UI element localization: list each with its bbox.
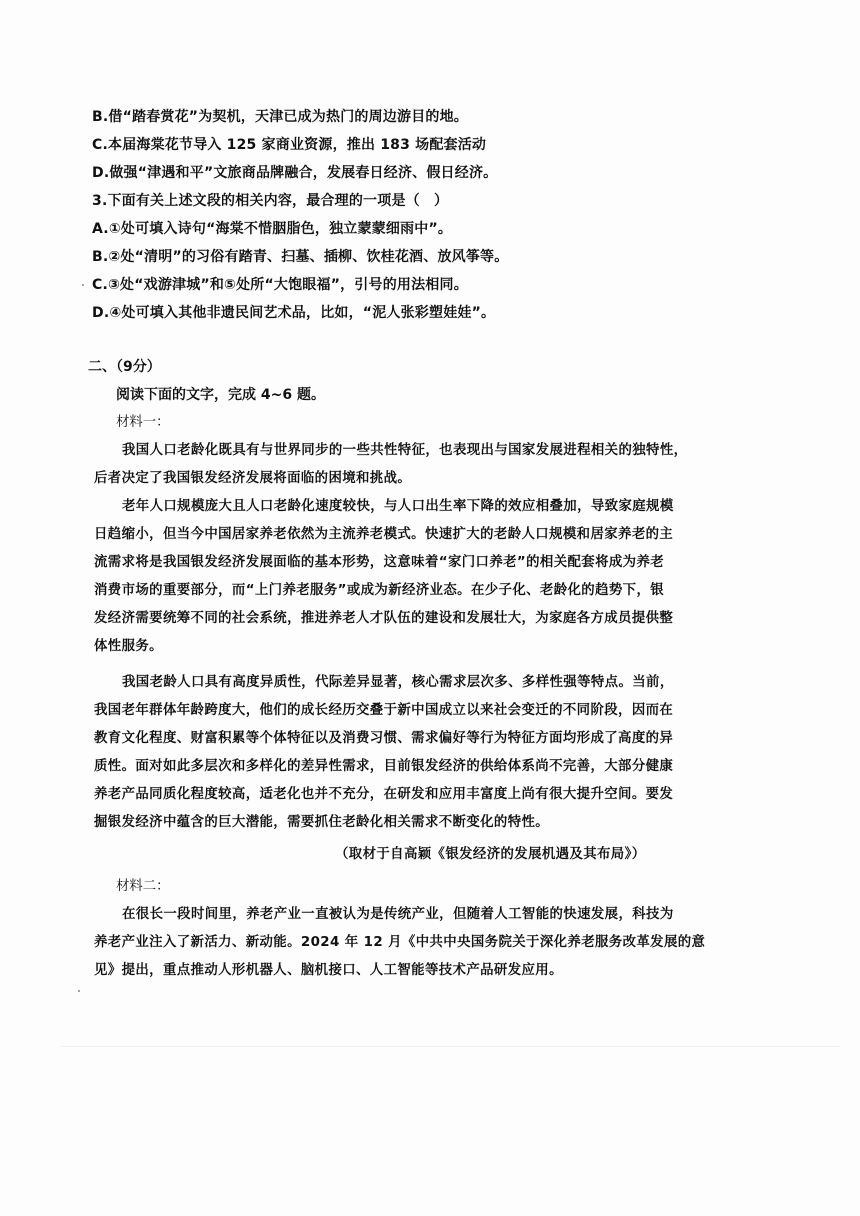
material1-source: （取材于自高颖《银发经济的发展机遇及其布局》）	[335, 847, 646, 862]
m1-line: 体性服务。	[94, 639, 163, 654]
m2-line: 见》提出，重点推动人形机器人、脑机接口、人工智能等技术产品研发应用。	[94, 963, 563, 978]
m1-line: 我国老龄人口具有高度异质性，代际差异显著，核心需求层次多、多样性强等特点。当前，	[122, 675, 674, 690]
m1-line: 我国老年群体年龄跨度大，他们的成长经历交叠于新中国成立以来社会变迁的不同阶段，因而在	[94, 703, 674, 718]
m1-line: 发经济需要统筹不同的社会系统，推进养老人才队伍的建设和发展壮大，为家庭各方成员提供整	[94, 611, 674, 626]
m1-line: 养老产品同质化程度较高，适老化也并不充分，在研发和应用丰富度上尚有很大提升空间。要发	[94, 787, 674, 802]
m1-line: 教育文化程度、财富积累等个体特征以及消费习惯、需求偏好等行为特征方面均形成了高度的异	[94, 731, 674, 746]
m1-line: 我国人口老龄化既具有与世界同步的一些共性特征，也表现出与国家发展进程相关的独特性，	[122, 443, 688, 458]
q2-option-d: D.做强“津遇和平”文旅商品牌融合，发展春日经济、假日经济。	[92, 165, 498, 181]
m1-line: 流需求将是我国银发经济发展面临的基本形势，这意味着“家门口养老”的相关配套将成为养老	[94, 555, 665, 570]
m2-line: 养老产业注入了新活力、新动能。2024 年 12 月《中共中央国务院关于深化养老服务改革发展的意	[94, 935, 706, 950]
q3-option-b: B.②处“清明”的习俗有踏青、扫墓、插柳、饮桂花酒、放风筝等。	[92, 249, 509, 265]
m1-line: 掘银发经济中蕴含的巨大潜能，需要抓住老龄化相关需求不断变化的特性。	[94, 815, 550, 830]
scan-speck	[82, 284, 84, 286]
material1-label: 材料一：	[116, 415, 170, 430]
material2-label: 材料二：	[116, 879, 170, 894]
m2-line: 在很长一段时间里，养老产业一直被认为是传统产业，但随着人工智能的快速发展，科技为	[122, 907, 674, 922]
section-instruction: 阅读下面的文字，完成 4~6 题。	[116, 387, 325, 403]
q2-option-c: C.本届海棠花节导入 125 家商业资源，推出 183 场配套活动	[92, 137, 487, 153]
m1-line: 日趋缩小，但当今中国居家养老依然为主流养老模式。快速扩大的老龄人口规模和居家养老的主	[94, 527, 674, 542]
m1-line: 质性。面对如此多层次和多样化的差异性需求，目前银发经济的供给体系尚不完善，大部分健康	[94, 759, 674, 774]
q3-stem: 3.下面有关上述文段的相关内容，最合理的一项是（ ）	[92, 193, 449, 209]
m1-line: 后者决定了我国银发经济发展将面临的困境和挑战。	[94, 471, 412, 486]
q3-option-c: C.③处“戏游津城”和⑤处所“大饱眼福”，引号的用法相同。	[92, 277, 468, 293]
q3-option-d: D.④处可填入其他非遗民间艺术品，比如，“泥人张彩塑娃娃”。	[92, 305, 496, 321]
m1-line: 消费市场的重要部分，而“上门养老服务”或成为新经济业态。在少子化、老龄化的趋势下，银	[94, 583, 665, 598]
scan-speck	[78, 990, 80, 992]
m1-line: 老年人口规模庞大且人口老龄化速度较快，与人口出生率下降的效应相叠加，导致家庭规模	[122, 499, 674, 514]
q2-option-b: B.借“踏春赏花”为契机，天津已成为热门的周边游目的地。	[92, 109, 468, 125]
section-heading: 二、（9分）	[88, 359, 161, 375]
q3-option-a: A.①处可填入诗句“海棠不惜胭脂色，独立蒙蒙细雨中”。	[92, 221, 453, 237]
page-fold-line	[60, 1046, 840, 1047]
